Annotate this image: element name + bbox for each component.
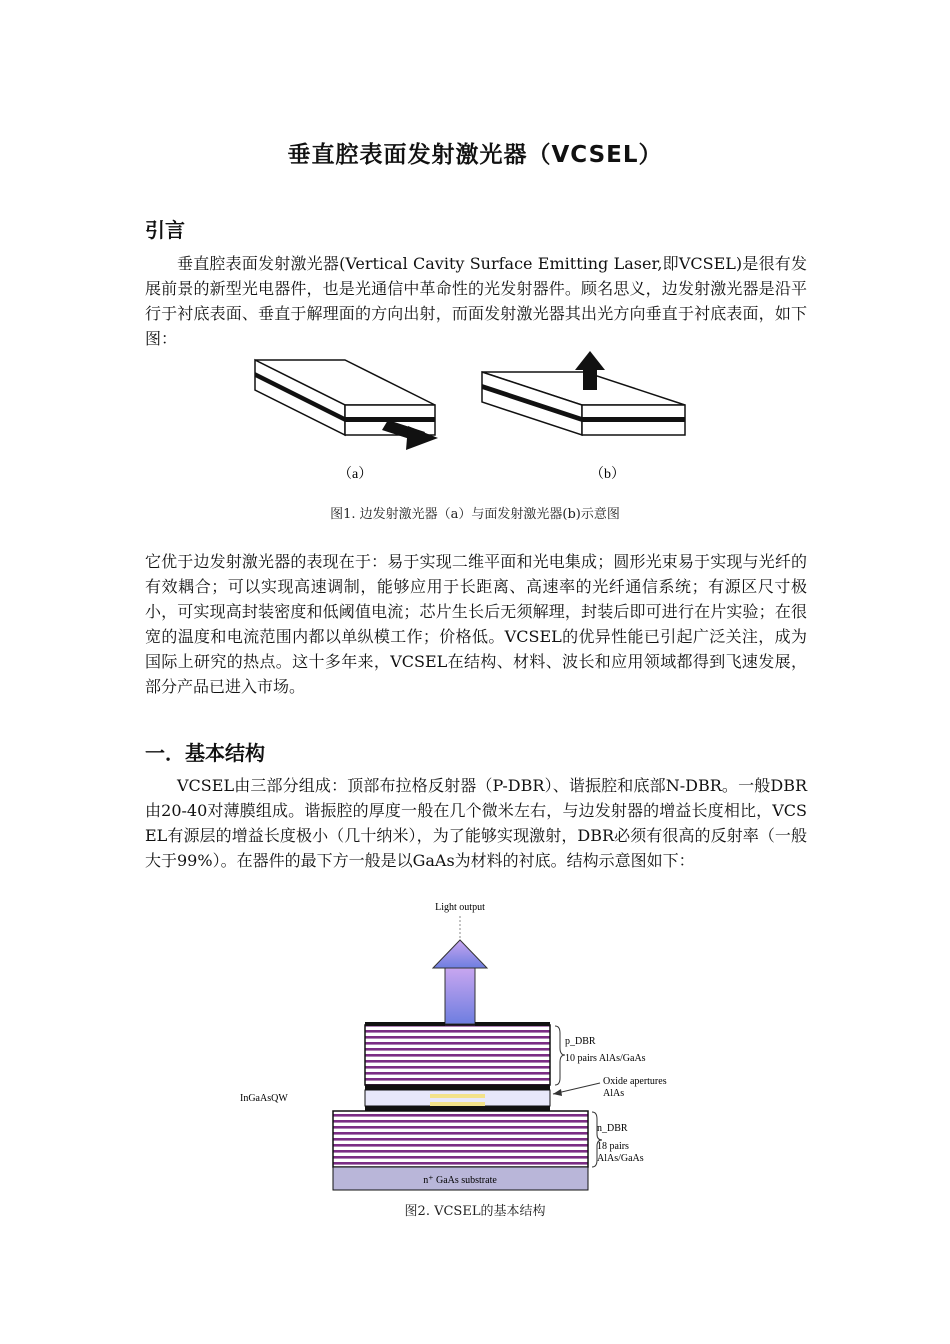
- section-heading-basic-structure: 一．基本结构: [145, 741, 265, 765]
- oxide-apertures-label: Oxide apertures: [603, 1076, 667, 1087]
- figure-1-caption: 图1. 边发射激光器（a）与面发射激光器(b)示意图: [330, 507, 620, 522]
- basic-structure-paragraph: VCSEL由三部分组成：顶部布拉格反射器（P-DBR）、谐振腔和底部N-DBR。一般DBR由20-40对薄膜组成。谐振腔的厚度一般在几个微米左右，与边发射器的增益长度相比，VCSEL有源层的增益长度极小（几十纳米），为了能够实现激射，DBR必须有很高的反射率（一般大于99%）。在器件的最下方一般是以GaAs为材料的衬底。结构示意图如下：: [145, 776, 807, 870]
- light-output-arrow-icon: [433, 940, 487, 1024]
- figure-1-diagram: [250, 350, 700, 490]
- substrate-layer: [333, 1167, 588, 1190]
- page-title: 垂直腔表面发射激光器（VCSEL）: [287, 142, 663, 168]
- ingaasqw-label: InGaAsQW: [240, 1093, 288, 1104]
- cavity-layer: [365, 1085, 550, 1111]
- intro-paragraph-2: 它优于边发射激光器的表现在于：易于实现二维平面和光电集成；圆形光束易于实现与光纤的有效耦合；可以实现高速调制，能够应用于长距离、高速率的光纤通信系统；有源区尺寸极小，可实现高封装密度和低阈值电流；芯片生长后无须解理，封装后即可进行在片实验；在很宽的温度和电流范围内都以单纵模工作；价格低。VCSEL的优异性能已引起广泛关注，成为国际上研究的热点。这十多年来，VCSEL在结构、材料、波长和应用领域都得到飞速发展，部分产品已进入市场。: [145, 552, 807, 696]
- oxide-alas-label: AlAs: [603, 1088, 625, 1099]
- n-dbr-pairs-label: 18 pairs: [597, 1141, 629, 1152]
- p-dbr-stack: [365, 1022, 550, 1085]
- n-dbr-material-label: AlAs/GaAs: [597, 1153, 644, 1164]
- figure-2-vcsel-diagram: [235, 898, 695, 1194]
- edge-emitter-slab: [255, 360, 435, 435]
- p-dbr-label: p_DBR: [565, 1036, 596, 1047]
- figure-1-label-a: （a）: [338, 467, 373, 482]
- p-dbr-bracket: [555, 1026, 565, 1085]
- figure-2-caption: 图2. VCSEL的基本结构: [404, 1204, 546, 1219]
- substrate-label: n⁺ GaAs substrate: [423, 1175, 497, 1186]
- figure-1-label-b: （b）: [590, 467, 625, 482]
- p-dbr-pairs-label: 10 pairs AlAs/GaAs: [565, 1053, 646, 1064]
- intro-paragraph-1: 垂直腔表面发射激光器(Vertical Cavity Surface Emitting Laser,即VCSEL)是很有发展前景的新型光电器件，也是光通信中革命性的光发射器件。顾名思义，边发射激光器是沿平行于衬底表面、垂直于解理面的方向出射，而面发射激光器其出光方向垂直于衬底表面，如下图：: [145, 254, 807, 348]
- light-output-label: Light output: [435, 902, 485, 913]
- n-dbr-stack: [333, 1111, 588, 1167]
- section-heading-intro: 引言: [145, 218, 185, 242]
- n-dbr-label: n_DBR: [597, 1123, 628, 1134]
